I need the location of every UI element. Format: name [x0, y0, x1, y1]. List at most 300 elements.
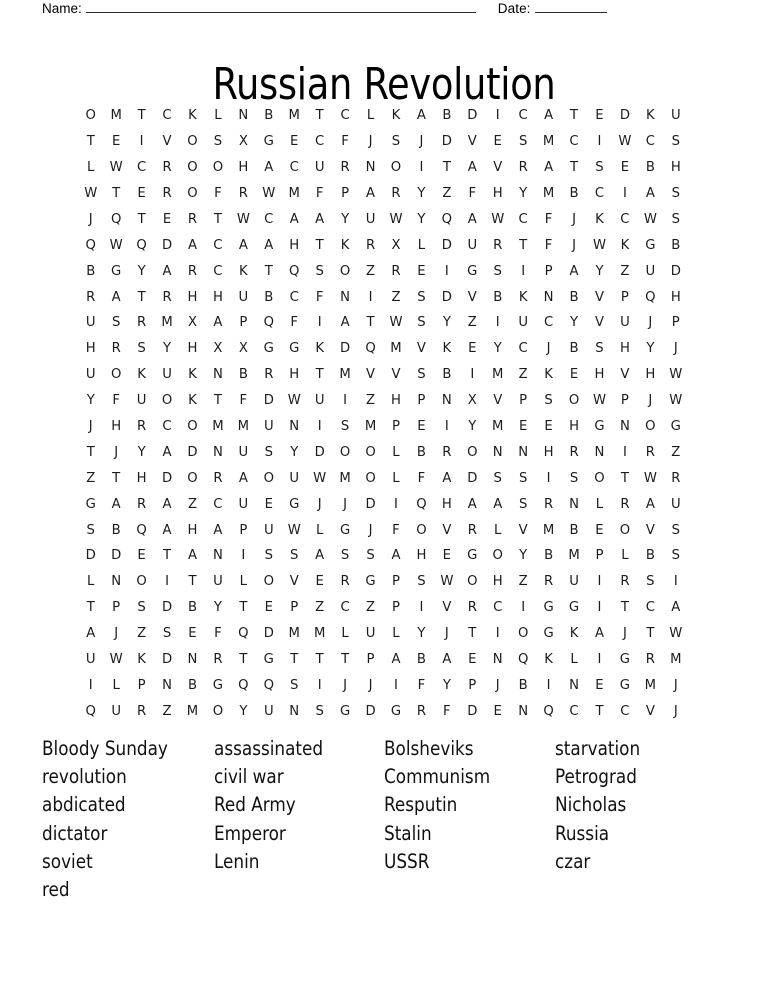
grid-cell[interactable]: B — [569, 186, 579, 202]
grid-cell[interactable]: M — [161, 315, 173, 331]
grid-cell[interactable]: W — [287, 522, 301, 538]
grid-cell[interactable]: L — [87, 160, 95, 176]
word-bank-item[interactable]: Petrograd — [555, 765, 637, 789]
grid-cell[interactable]: E — [595, 108, 604, 124]
grid-cell[interactable]: R — [544, 574, 554, 590]
grid-cell[interactable]: W — [389, 315, 403, 331]
grid-cell[interactable]: D — [340, 341, 351, 357]
grid-cell[interactable]: R — [137, 496, 147, 512]
grid-cell[interactable]: H — [416, 548, 427, 564]
grid-cell[interactable]: K — [239, 263, 248, 279]
grid-cell[interactable]: C — [264, 211, 274, 227]
grid-cell[interactable]: Q — [289, 263, 300, 279]
grid-cell[interactable]: D — [670, 263, 681, 279]
grid-cell[interactable]: H — [492, 574, 503, 590]
grid-cell[interactable]: R — [162, 160, 172, 176]
grid-cell[interactable]: W — [669, 367, 683, 383]
grid-cell[interactable]: O — [467, 574, 478, 590]
grid-cell[interactable]: O — [365, 444, 376, 460]
grid-cell[interactable]: O — [645, 419, 656, 435]
grid-cell[interactable]: T — [239, 600, 248, 616]
grid-cell[interactable]: W — [236, 211, 250, 227]
word-bank-item[interactable]: Resputin — [384, 793, 458, 817]
grid-cell[interactable]: T — [315, 652, 324, 668]
grid-cell[interactable]: Z — [366, 393, 376, 409]
grid-cell[interactable]: Z — [518, 367, 528, 383]
word-bank-item[interactable]: revolution — [42, 765, 127, 789]
grid-cell[interactable]: N — [518, 703, 529, 719]
grid-cell[interactable]: L — [87, 574, 95, 590]
grid-cell[interactable]: K — [595, 211, 604, 227]
grid-cell[interactable]: G — [111, 263, 122, 279]
grid-cell[interactable]: T — [86, 134, 95, 150]
grid-cell[interactable]: O — [85, 108, 96, 124]
grid-cell[interactable]: W — [643, 470, 657, 486]
grid-cell[interactable]: A — [391, 652, 401, 668]
grid-cell[interactable]: G — [543, 600, 554, 616]
grid-cell[interactable]: W — [592, 393, 606, 409]
grid-cell[interactable]: I — [495, 108, 500, 124]
grid-cell[interactable]: J — [368, 522, 373, 538]
grid-cell[interactable]: H — [645, 367, 656, 383]
grid-cell[interactable]: C — [518, 211, 528, 227]
grid-cell[interactable]: B — [442, 367, 452, 383]
grid-cell[interactable]: R — [340, 160, 350, 176]
grid-cell[interactable]: N — [111, 574, 122, 590]
grid-cell[interactable]: F — [392, 522, 400, 538]
grid-cell[interactable]: W — [389, 211, 403, 227]
grid-cell[interactable]: M — [212, 419, 224, 435]
grid-cell[interactable]: S — [111, 315, 121, 331]
grid-cell[interactable]: C — [620, 211, 630, 227]
grid-cell[interactable]: P — [391, 600, 400, 616]
grid-cell[interactable]: U — [518, 315, 528, 331]
grid-cell[interactable]: T — [366, 315, 375, 331]
grid-cell[interactable]: G — [289, 496, 300, 512]
grid-cell[interactable]: Y — [417, 626, 426, 642]
grid-cell[interactable]: I — [444, 419, 449, 435]
grid-cell[interactable]: C — [162, 108, 172, 124]
grid-cell[interactable]: I — [521, 600, 526, 616]
grid-cell[interactable]: O — [568, 393, 580, 409]
grid-cell[interactable]: G — [543, 626, 554, 642]
grid-cell[interactable]: M — [237, 419, 250, 435]
grid-cell[interactable]: G — [212, 677, 224, 693]
grid-cell[interactable]: S — [417, 367, 426, 383]
grid-cell[interactable]: H — [569, 419, 579, 435]
word-bank-item[interactable]: Red Army — [214, 793, 296, 817]
grid-cell[interactable]: S — [518, 496, 528, 512]
grid-cell[interactable]: B — [518, 677, 528, 693]
grid-cell[interactable]: P — [341, 186, 350, 202]
grid-cell[interactable]: A — [162, 522, 172, 538]
word-bank-item[interactable]: Lenin — [214, 849, 260, 873]
grid-cell[interactable]: E — [620, 160, 630, 176]
grid-cell[interactable]: L — [315, 522, 324, 538]
grid-cell[interactable]: A — [544, 160, 554, 176]
grid-cell[interactable]: T — [341, 652, 350, 668]
grid-cell[interactable]: N — [365, 160, 376, 176]
grid-cell[interactable]: V — [289, 574, 299, 590]
grid-cell[interactable]: T — [315, 237, 324, 253]
grid-cell[interactable]: G — [467, 263, 478, 279]
grid-cell[interactable]: E — [111, 134, 121, 150]
grid-cell[interactable]: A — [594, 626, 604, 642]
grid-cell[interactable]: Q — [85, 237, 96, 253]
grid-cell[interactable]: N — [594, 444, 605, 460]
grid-cell[interactable]: E — [595, 522, 604, 538]
grid-cell[interactable]: S — [340, 548, 350, 564]
grid-cell[interactable]: K — [620, 237, 630, 253]
grid-cell[interactable]: Y — [239, 703, 248, 719]
grid-cell[interactable]: H — [136, 470, 147, 486]
grid-cell[interactable]: R — [238, 186, 248, 202]
grid-cell[interactable]: G — [645, 237, 656, 253]
grid-cell[interactable]: H — [670, 160, 681, 176]
grid-cell[interactable]: Z — [442, 186, 452, 202]
grid-cell[interactable]: X — [467, 393, 477, 409]
grid-cell[interactable]: L — [570, 652, 578, 668]
grid-cell[interactable]: B — [645, 160, 655, 176]
grid-cell[interactable]: P — [290, 600, 299, 616]
grid-cell[interactable]: I — [368, 289, 373, 305]
grid-cell[interactable]: F — [443, 703, 451, 719]
grid-cell[interactable]: U — [85, 367, 96, 383]
grid-cell[interactable]: U — [620, 315, 630, 331]
grid-cell[interactable]: I — [521, 263, 526, 279]
grid-cell[interactable]: I — [241, 548, 246, 564]
grid-cell[interactable]: U — [314, 393, 325, 409]
grid-cell[interactable]: I — [597, 134, 602, 150]
grid-cell[interactable]: A — [264, 237, 274, 253]
grid-cell[interactable]: Z — [315, 600, 325, 616]
grid-cell[interactable]: S — [264, 548, 273, 564]
grid-cell[interactable]: F — [544, 237, 553, 253]
grid-cell[interactable]: D — [161, 470, 173, 486]
grid-cell[interactable]: R — [264, 367, 274, 383]
grid-cell[interactable]: I — [88, 677, 93, 693]
grid-cell[interactable]: Y — [163, 341, 172, 357]
grid-cell[interactable]: R — [493, 237, 503, 253]
grid-cell[interactable]: A — [671, 600, 681, 616]
grid-cell[interactable]: B — [187, 600, 197, 616]
grid-cell[interactable]: G — [619, 652, 631, 668]
grid-cell[interactable]: Y — [442, 677, 451, 693]
grid-cell[interactable]: S — [162, 626, 172, 642]
grid-cell[interactable]: V — [416, 341, 426, 357]
grid-cell[interactable]: T — [315, 367, 324, 383]
grid-cell[interactable]: F — [214, 626, 222, 642]
grid-cell[interactable]: K — [188, 393, 197, 409]
grid-cell[interactable]: M — [364, 419, 377, 435]
grid-cell[interactable]: U — [136, 393, 147, 409]
grid-cell[interactable]: J — [114, 626, 119, 642]
grid-cell[interactable]: C — [620, 703, 630, 719]
grid-cell[interactable]: W — [440, 574, 454, 590]
grid-cell[interactable]: N — [619, 419, 630, 435]
grid-cell[interactable]: M — [339, 367, 351, 383]
grid-cell[interactable]: I — [139, 134, 144, 150]
grid-cell[interactable]: R — [111, 341, 121, 357]
grid-cell[interactable]: V — [645, 703, 655, 719]
grid-cell[interactable]: N — [238, 108, 249, 124]
grid-cell[interactable]: U — [263, 522, 274, 538]
grid-cell[interactable]: O — [110, 367, 122, 383]
grid-cell[interactable]: Z — [86, 470, 96, 486]
grid-cell[interactable]: A — [187, 548, 197, 564]
grid-cell[interactable]: I — [317, 677, 322, 693]
grid-cell[interactable]: O — [339, 444, 351, 460]
grid-cell[interactable]: T — [646, 626, 655, 642]
grid-cell[interactable]: W — [313, 470, 327, 486]
grid-cell[interactable]: V — [493, 160, 503, 176]
grid-cell[interactable]: E — [417, 263, 426, 279]
grid-cell[interactable]: J — [88, 211, 93, 227]
grid-cell[interactable]: J — [572, 237, 576, 253]
grid-cell[interactable]: T — [620, 600, 629, 616]
grid-cell[interactable]: Q — [543, 703, 554, 719]
grid-cell[interactable]: O — [492, 548, 503, 564]
grid-cell[interactable]: E — [569, 367, 579, 383]
grid-cell[interactable]: E — [188, 626, 197, 642]
grid-cell[interactable]: J — [546, 341, 551, 357]
grid-cell[interactable]: J — [572, 211, 576, 227]
grid-cell[interactable]: H — [85, 341, 96, 357]
grid-cell[interactable]: R — [620, 496, 630, 512]
grid-cell[interactable]: R — [213, 470, 223, 486]
grid-cell[interactable]: F — [290, 315, 299, 331]
grid-cell[interactable]: T — [137, 108, 146, 124]
grid-cell[interactable]: Q — [238, 626, 249, 642]
grid-cell[interactable]: R — [137, 315, 147, 331]
grid-cell[interactable]: K — [188, 367, 197, 383]
grid-cell[interactable]: K — [137, 652, 146, 668]
grid-cell[interactable]: K — [340, 237, 350, 253]
grid-cell[interactable]: X — [187, 315, 197, 331]
grid-cell[interactable]: N — [212, 444, 223, 460]
grid-cell[interactable]: V — [442, 600, 452, 616]
grid-cell[interactable]: E — [417, 419, 426, 435]
grid-cell[interactable]: L — [595, 496, 604, 512]
grid-cell[interactable]: J — [88, 419, 93, 435]
grid-cell[interactable]: C — [569, 703, 579, 719]
grid-cell[interactable]: S — [671, 186, 680, 202]
grid-cell[interactable]: K — [188, 108, 197, 124]
grid-cell[interactable]: B — [416, 444, 426, 460]
grid-cell[interactable]: Z — [187, 496, 197, 512]
grid-cell[interactable]: Z — [518, 574, 528, 590]
grid-cell[interactable]: B — [86, 263, 96, 279]
grid-cell[interactable]: A — [315, 548, 325, 564]
grid-cell[interactable]: H — [111, 419, 122, 435]
grid-cell[interactable]: F — [214, 186, 222, 202]
grid-cell[interactable]: R — [162, 289, 172, 305]
grid-cell[interactable]: R — [416, 703, 426, 719]
grid-cell[interactable]: W — [618, 134, 632, 150]
grid-cell[interactable]: U — [289, 470, 300, 486]
grid-cell[interactable]: T — [137, 211, 146, 227]
grid-cell[interactable]: H — [212, 289, 223, 305]
grid-cell[interactable]: F — [417, 677, 426, 693]
grid-cell[interactable]: Q — [263, 315, 274, 331]
grid-cell[interactable]: T — [137, 289, 146, 305]
grid-cell[interactable]: S — [417, 315, 426, 331]
grid-cell[interactable]: B — [264, 289, 274, 305]
grid-cell[interactable]: H — [187, 522, 198, 538]
grid-cell[interactable]: V — [442, 522, 452, 538]
grid-cell[interactable]: A — [238, 470, 248, 486]
grid-cell[interactable]: H — [543, 444, 554, 460]
grid-cell[interactable]: G — [619, 677, 631, 693]
grid-cell[interactable]: J — [495, 677, 500, 693]
grid-cell[interactable]: F — [468, 186, 477, 202]
grid-cell[interactable]: S — [671, 522, 680, 538]
grid-cell[interactable]: Z — [620, 263, 630, 279]
grid-cell[interactable]: Y — [519, 186, 528, 202]
grid-cell[interactable]: A — [442, 652, 452, 668]
grid-cell[interactable]: N — [340, 289, 351, 305]
grid-cell[interactable]: L — [494, 522, 502, 538]
grid-cell[interactable]: D — [365, 496, 376, 512]
grid-cell[interactable]: R — [645, 444, 655, 460]
grid-cell[interactable]: L — [417, 237, 426, 253]
grid-cell[interactable]: B — [569, 522, 579, 538]
grid-cell[interactable]: U — [365, 626, 376, 642]
grid-cell[interactable]: C — [289, 160, 299, 176]
grid-cell[interactable]: T — [442, 160, 451, 176]
grid-cell[interactable]: I — [622, 444, 627, 460]
grid-cell[interactable]: C — [645, 600, 655, 616]
grid-cell[interactable]: R — [213, 652, 223, 668]
grid-cell[interactable]: Q — [263, 677, 274, 693]
grid-cell[interactable]: B — [569, 341, 579, 357]
grid-cell[interactable]: O — [136, 574, 147, 590]
grid-cell[interactable]: O — [263, 574, 274, 590]
grid-cell[interactable]: S — [340, 419, 350, 435]
grid-cell[interactable]: A — [569, 263, 579, 279]
word-bank-item[interactable]: dictator — [42, 821, 108, 845]
grid-cell[interactable]: L — [392, 444, 400, 460]
grid-cell[interactable]: D — [619, 108, 630, 124]
grid-cell[interactable]: U — [569, 574, 579, 590]
grid-cell[interactable]: Y — [442, 315, 451, 331]
word-bank-item[interactable]: Russia — [555, 821, 610, 845]
grid-cell[interactable]: T — [86, 444, 95, 460]
grid-cell[interactable]: O — [161, 393, 173, 409]
grid-cell[interactable]: T — [570, 108, 579, 124]
grid-cell[interactable]: I — [597, 652, 602, 668]
grid-cell[interactable]: X — [213, 341, 223, 357]
grid-cell[interactable]: T — [570, 160, 579, 176]
grid-cell[interactable]: J — [673, 341, 678, 357]
grid-cell[interactable]: K — [518, 289, 528, 305]
grid-cell[interactable]: E — [137, 186, 146, 202]
grid-cell[interactable]: M — [568, 548, 580, 564]
grid-cell[interactable]: H — [238, 160, 249, 176]
grid-cell[interactable]: L — [112, 677, 120, 693]
grid-cell[interactable]: E — [162, 211, 172, 227]
grid-cell[interactable]: H — [289, 367, 300, 383]
grid-cell[interactable]: C — [162, 419, 172, 435]
grid-cell[interactable]: O — [619, 522, 631, 538]
grid-cell[interactable]: P — [239, 315, 248, 331]
grid-cell[interactable]: J — [317, 496, 322, 512]
grid-cell[interactable]: G — [390, 703, 402, 719]
grid-cell[interactable]: O — [187, 470, 198, 486]
grid-cell[interactable]: S — [671, 211, 680, 227]
grid-cell[interactable]: G — [85, 496, 96, 512]
grid-cell[interactable]: W — [109, 237, 123, 253]
grid-cell[interactable]: R — [467, 522, 477, 538]
grid-cell[interactable]: M — [492, 367, 504, 383]
grid-cell[interactable]: T — [188, 574, 197, 590]
grid-cell[interactable]: R — [340, 574, 350, 590]
word-bank-item[interactable]: Emperor — [214, 821, 286, 845]
grid-cell[interactable]: R — [86, 289, 96, 305]
grid-cell[interactable]: C — [136, 160, 147, 176]
grid-cell[interactable]: I — [343, 393, 348, 409]
word-bank-item[interactable]: USSR — [384, 849, 430, 873]
grid-cell[interactable]: I — [597, 600, 602, 616]
grid-cell[interactable]: Z — [162, 703, 172, 719]
word-bank-item[interactable]: assassinated — [214, 737, 324, 760]
grid-cell[interactable]: I — [546, 470, 551, 486]
grid-cell[interactable]: S — [569, 470, 579, 486]
grid-cell[interactable]: U — [213, 574, 223, 590]
grid-cell[interactable]: P — [366, 652, 375, 668]
grid-cell[interactable]: B — [569, 289, 579, 305]
grid-cell[interactable]: F — [239, 393, 248, 409]
grid-cell[interactable]: K — [391, 108, 401, 124]
grid-cell[interactable]: R — [442, 444, 452, 460]
grid-cell[interactable]: R — [620, 574, 630, 590]
grid-cell[interactable]: G — [339, 522, 351, 538]
grid-cell[interactable]: S — [595, 160, 604, 176]
grid-cell[interactable]: I — [394, 496, 398, 512]
grid-cell[interactable]: A — [111, 496, 121, 512]
grid-cell[interactable]: A — [391, 548, 401, 564]
grid-cell[interactable]: N — [569, 496, 579, 512]
grid-cell[interactable]: T — [86, 600, 95, 616]
grid-cell[interactable]: D — [441, 237, 452, 253]
grid-cell[interactable]: S — [646, 574, 655, 590]
word-bank-item[interactable]: Bloody Sunday — [42, 737, 168, 760]
grid-cell[interactable]: V — [493, 393, 503, 409]
grid-cell[interactable]: Y — [137, 263, 146, 279]
grid-cell[interactable]: T — [620, 470, 629, 486]
grid-cell[interactable]: W — [109, 652, 123, 668]
grid-cell[interactable]: I — [419, 600, 424, 616]
grid-cell[interactable]: M — [313, 626, 326, 642]
grid-cell[interactable]: E — [264, 600, 273, 616]
grid-cell[interactable]: Q — [365, 341, 376, 357]
grid-cell[interactable]: C — [518, 108, 528, 124]
grid-cell[interactable]: C — [518, 341, 528, 357]
grid-cell[interactable]: C — [594, 186, 605, 202]
grid-cell[interactable]: L — [392, 626, 400, 642]
grid-cell[interactable]: O — [212, 160, 224, 176]
grid-cell[interactable]: B — [238, 367, 248, 383]
grid-cell[interactable]: V — [518, 522, 528, 538]
grid-cell[interactable]: S — [366, 548, 375, 564]
grid-cell[interactable]: U — [162, 367, 172, 383]
grid-cell[interactable]: V — [645, 522, 655, 538]
grid-cell[interactable]: Y — [213, 600, 222, 616]
grid-cell[interactable]: R — [518, 160, 528, 176]
grid-cell[interactable]: H — [594, 367, 605, 383]
grid-cell[interactable]: C — [213, 496, 223, 512]
grid-cell[interactable]: G — [263, 652, 274, 668]
